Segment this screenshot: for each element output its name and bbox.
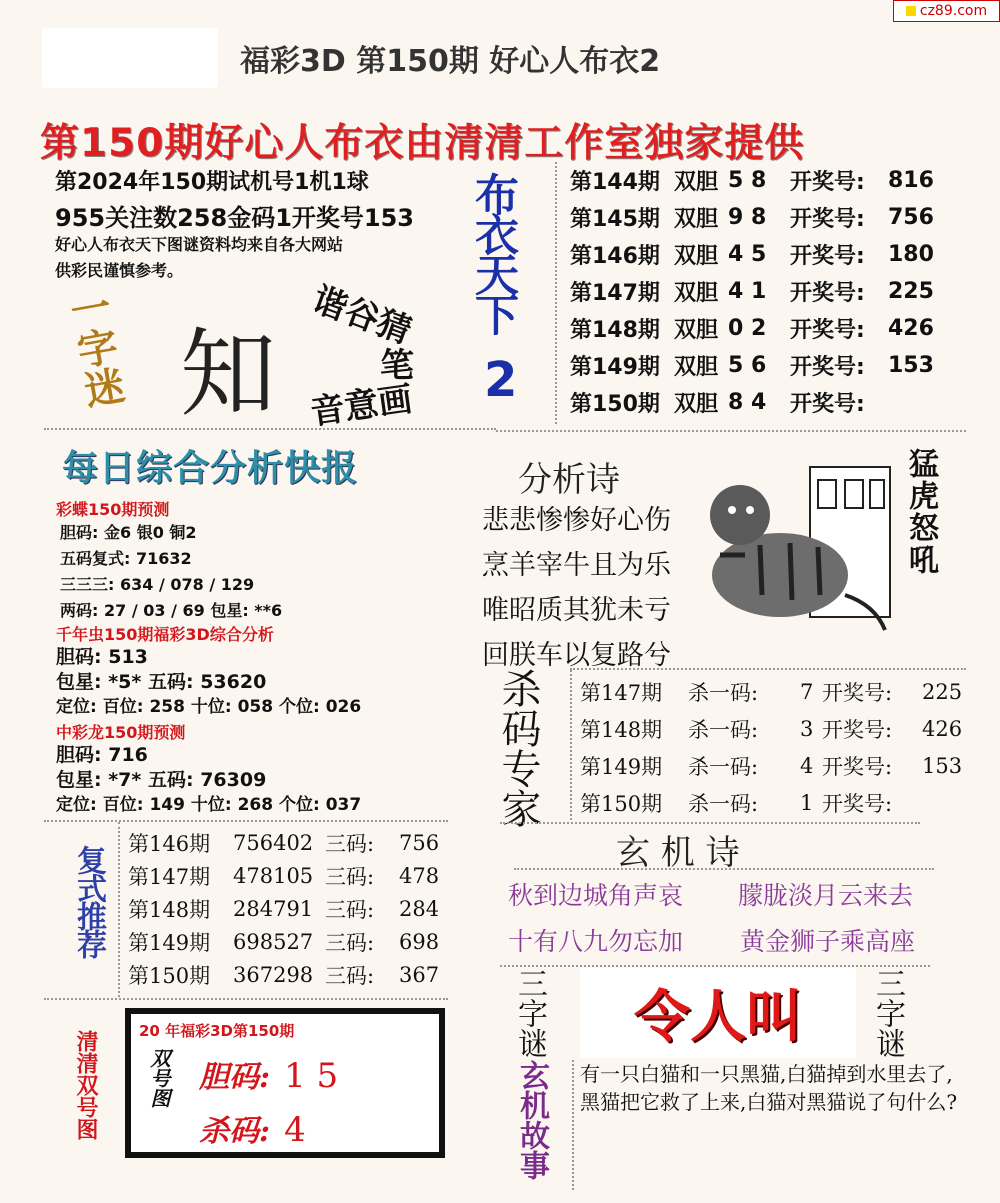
history-period: 第148期 — [570, 318, 660, 343]
qiannian-ding-label: 定位: — [56, 697, 97, 717]
history-label: 双胆 — [674, 207, 719, 232]
history-open: 225 — [888, 279, 934, 304]
kill-row — [580, 673, 962, 710]
fushi-label-text: 三码: — [325, 831, 375, 856]
header-blank-box — [42, 28, 218, 88]
sanzi-answer-box — [580, 968, 856, 1058]
history-open-label: 开奖号: — [790, 281, 865, 306]
qiannian-wu-label: 五码: — [147, 671, 194, 693]
story-text: 有一只白猫和一只黑猫,白猫掉到水里去了,黑猫把它救了上来,白猫对黑猫说了句什么? — [580, 1062, 958, 1114]
caidie-label: 三三三: — [60, 575, 115, 594]
poem-line: 回朕车以复路兮 — [482, 640, 671, 671]
history-open-label: 开奖号: — [790, 244, 865, 269]
sanzi-answer: 令人叫 — [634, 985, 802, 1050]
kill-open-label: 开奖号: — [822, 680, 893, 705]
divider — [570, 670, 572, 820]
tiger-caption: 猛虎怒吼 — [903, 448, 938, 576]
history-period: 第147期 — [570, 281, 660, 306]
zhongcai-ding-row — [56, 793, 361, 818]
intro-line4: 供彩民谨慎参考。 — [55, 261, 184, 280]
fushi-three: 284 — [399, 896, 440, 921]
zhongcai-bao: *7* — [108, 769, 142, 791]
riddle-label: 一字迷 — [60, 285, 128, 412]
divider — [44, 820, 448, 822]
xuanji-line1b: 朦胧淡月云来去 — [738, 881, 914, 910]
kill-period: 第149期 — [580, 754, 663, 779]
history-label: 双胆 — [674, 170, 719, 195]
kill-list — [580, 673, 962, 821]
history-open-label: 开奖号: — [790, 170, 865, 195]
qiannian-dan: 513 — [108, 646, 148, 668]
sanzi-right: 三字谜 — [870, 968, 905, 1058]
caidie-label: 五码复式: — [60, 549, 131, 568]
history-open: 180 — [888, 242, 934, 267]
site-badge[interactable] — [893, 0, 1000, 22]
qiannian-block — [56, 645, 361, 720]
divider — [496, 430, 966, 432]
fushi-row — [128, 826, 439, 859]
poem-title: 分析诗 — [518, 460, 620, 500]
kill-open-label: 开奖号: — [822, 754, 893, 779]
badge-text: cz89.com — [919, 3, 988, 19]
kill-label-text: 杀一码: — [688, 680, 759, 705]
history-period: 第144期 — [570, 170, 660, 195]
kill-row — [580, 747, 962, 784]
history-open-label: 开奖号: — [790, 355, 865, 380]
fushi-row — [128, 892, 439, 925]
zhongcai-wu-label: 五码: — [147, 769, 194, 791]
history-row — [570, 162, 990, 199]
history-row — [570, 384, 990, 421]
history-dan: 5 6 — [728, 353, 767, 378]
brand-vertical: 布衣天下 — [467, 172, 518, 332]
zhongcai-block — [56, 743, 361, 818]
zhongcai-bao-row — [56, 768, 361, 793]
history-list — [570, 162, 990, 421]
poem-line: 烹羊宰牛且为乐 — [482, 550, 671, 581]
history-row — [570, 236, 990, 273]
qingqing-side: 双号图 — [147, 1048, 171, 1108]
history-open: 426 — [888, 316, 934, 341]
intro-line3: 好心人布衣天下图谜资料均来自各大网站 — [55, 235, 344, 254]
kill-period: 第150期 — [580, 791, 663, 816]
history-dan: 9 8 — [728, 205, 767, 230]
intro-line1: 第2024年150期试机号1机1球 — [55, 170, 369, 195]
history-period: 第149期 — [570, 355, 660, 380]
history-row — [570, 273, 990, 310]
history-row — [570, 199, 990, 236]
zhongcai-dan-label: 胆码: — [56, 744, 102, 766]
banner-title: 第150期好心人布衣由清清工作室独家提供 — [40, 121, 805, 166]
poem-line: 唯昭质其犹未亏 — [482, 595, 671, 626]
history-open: 153 — [888, 353, 934, 378]
xuanji-line1a: 秋到边城角声哀 — [508, 881, 684, 910]
kill-num: 4 — [800, 753, 814, 778]
xuanji-line2b: 黄金狮子乘高座 — [740, 927, 916, 956]
fushi-three: 698 — [399, 929, 440, 954]
divider — [44, 428, 496, 430]
story-label: 玄机故事 — [514, 1060, 549, 1180]
fushi-row — [128, 859, 439, 892]
history-label: 双胆 — [674, 392, 719, 417]
fushi-code: 698527 — [233, 929, 314, 954]
zhongcai-ding: 百位: 149 十位: 268 个位: 037 — [102, 795, 362, 815]
fushi-label-text: 三码: — [325, 930, 375, 955]
qiannian-bao-label: 包星: — [56, 671, 102, 693]
caidie-label: 两码: — [60, 601, 99, 620]
kill-row — [580, 710, 962, 747]
kill-row — [580, 784, 962, 821]
history-dan: 4 5 — [728, 242, 767, 267]
divider — [500, 965, 930, 967]
fushi-label-text: 三码: — [325, 963, 375, 988]
zhongcai-ding-label: 定位: — [56, 795, 97, 815]
divider — [514, 868, 934, 870]
kill-num: 7 — [800, 679, 814, 704]
kill-open: 153 — [922, 753, 963, 778]
poem-lines — [482, 498, 671, 678]
kill-period: 第147期 — [580, 680, 663, 705]
fushi-code: 367298 — [233, 962, 314, 987]
qingqing-dan-label: 胆码: — [199, 1060, 271, 1095]
history-period: 第146期 — [570, 244, 660, 269]
history-dan: 4 1 — [728, 279, 767, 304]
divider — [500, 822, 920, 824]
history-open-label: 开奖号: — [790, 318, 865, 343]
zhongcai-wu: 76309 — [200, 769, 267, 791]
kill-open-label: 开奖号: — [822, 717, 893, 742]
zhongcai-dan-row — [56, 743, 361, 768]
history-open: 816 — [888, 168, 934, 193]
fushi-code: 756402 — [233, 830, 314, 855]
riddle-hint1: 谐谷猜 — [307, 279, 417, 353]
kill-open: 426 — [922, 716, 963, 741]
caidie-row — [60, 572, 282, 598]
caidie-title: 彩蝶150期预测 — [56, 500, 170, 519]
badge-square-icon — [906, 6, 916, 16]
qiannian-title: 千年虫150期福彩3D综合分析 — [56, 625, 274, 644]
fushi-three: 367 — [399, 962, 440, 987]
fushi-label-text: 三码: — [325, 864, 375, 889]
qingqing-card — [125, 1008, 445, 1158]
divider — [572, 1060, 574, 1190]
history-label: 双胆 — [674, 281, 719, 306]
kill-label-text: 杀一码: — [688, 717, 759, 742]
riddle-big-char: 知 — [180, 318, 276, 430]
divider — [44, 998, 448, 1000]
fushi-row — [128, 925, 439, 958]
divider — [118, 822, 120, 997]
history-dan: 8 4 — [728, 390, 767, 415]
kill-period: 第148期 — [580, 717, 663, 742]
caidie-row — [60, 598, 282, 624]
zhongcai-title: 中彩龙150期预测 — [56, 723, 186, 742]
fushi-period: 第149期 — [128, 930, 211, 955]
fushi-three: 756 — [399, 830, 440, 855]
xuanji-title: 玄 机 诗 — [616, 833, 740, 873]
caidie-value: 金6 银0 铜2 — [103, 523, 197, 542]
qiannian-bao-row — [56, 670, 361, 695]
fushi-row — [128, 958, 439, 991]
kill-num: 3 — [800, 716, 814, 741]
qingqing-sha-row — [199, 1106, 306, 1150]
history-period: 第145期 — [570, 207, 660, 232]
caidie-label: 胆码: — [60, 523, 99, 542]
kill-label: 杀码专家 — [495, 668, 541, 828]
brand-number: 2 — [484, 352, 518, 408]
caidie-row — [60, 520, 282, 546]
fushi-period: 第150期 — [128, 963, 211, 988]
caidie-value: 634 / 078 / 129 — [119, 575, 255, 594]
divider — [570, 668, 966, 670]
qingqing-dan-row — [199, 1052, 338, 1096]
caidie-value: 27 / 03 / 69 包星: **6 — [103, 601, 283, 620]
fushi-period: 第148期 — [128, 897, 211, 922]
qingqing-dan: 1 5 — [284, 1056, 339, 1096]
riddle-hint2: 笔 — [380, 346, 414, 386]
poem-line: 悲悲惨惨好心伤 — [482, 505, 671, 536]
qiannian-dan-label: 胆码: — [56, 646, 102, 668]
qiannian-dan-row — [56, 645, 361, 670]
kill-label-text: 杀一码: — [688, 754, 759, 779]
qiannian-bao: *5* — [108, 671, 142, 693]
history-open: 756 — [888, 205, 934, 230]
qingqing-sha: 4 — [284, 1110, 306, 1150]
sanzi-left: 三字谜 — [512, 968, 547, 1058]
history-label: 双胆 — [674, 244, 719, 269]
fushi-period: 第146期 — [128, 831, 211, 856]
history-dan: 5 8 — [728, 168, 767, 193]
qingqing-header: 20 年福彩3D第150期 — [139, 1022, 295, 1040]
caidie-value: 71632 — [135, 549, 192, 568]
riddle-hint3: 音意画 — [308, 379, 415, 433]
daily-title: 每日综合分析快报 — [62, 448, 359, 489]
fushi-label-text: 三码: — [325, 897, 375, 922]
qiannian-ding: 百位: 258 十位: 058 个位: 026 — [102, 697, 362, 717]
fushi-code: 478105 — [233, 863, 314, 888]
caidie-rows — [60, 520, 282, 624]
history-period: 第150期 — [570, 392, 660, 417]
divider — [555, 162, 557, 424]
kill-open-label: 开奖号: — [822, 791, 893, 816]
fushi-code: 284791 — [233, 896, 314, 921]
history-label: 双胆 — [674, 318, 719, 343]
zhongcai-dan: 716 — [108, 744, 148, 766]
history-dan: 0 2 — [728, 316, 767, 341]
fushi-list — [128, 826, 439, 991]
qingqing-label: 清清双号图 — [73, 1030, 98, 1140]
tiger-illustration — [700, 455, 900, 655]
qingqing-sha-label: 杀码: — [199, 1114, 271, 1149]
fushi-three: 478 — [399, 863, 440, 888]
qiannian-wu: 53620 — [200, 671, 267, 693]
intro-line2: 955关注数258金码1开奖号153 — [55, 204, 414, 232]
kill-open: 225 — [922, 679, 963, 704]
history-open-label: 开奖号: — [790, 207, 865, 232]
kill-num: 1 — [800, 790, 814, 815]
fushi-period: 第147期 — [128, 864, 211, 889]
xuanji-line2a: 十有八九勿忘加 — [508, 927, 684, 956]
zhongcai-bao-label: 包星: — [56, 769, 102, 791]
history-row — [570, 347, 990, 384]
history-row — [570, 310, 990, 347]
qiannian-ding-row — [56, 695, 361, 720]
page-title: 福彩3D 第150期 好心人布衣2 — [240, 44, 661, 79]
fushi-label: 复式推荐 — [71, 845, 106, 957]
kill-label-text: 杀一码: — [688, 791, 759, 816]
history-open-label: 开奖号: — [790, 392, 865, 417]
history-label: 双胆 — [674, 355, 719, 380]
caidie-row — [60, 546, 282, 572]
